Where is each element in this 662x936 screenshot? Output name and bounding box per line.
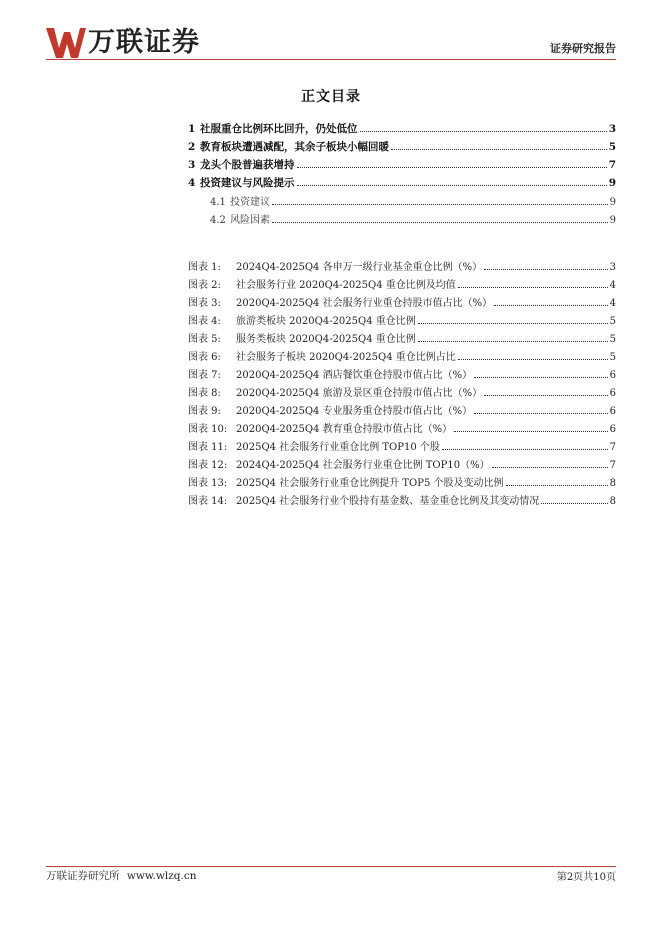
toc-leader-dots: [360, 130, 607, 132]
figure-label: 图表 1:: [188, 262, 221, 273]
toc-entry-number: 4.1: [210, 197, 226, 208]
figure-toc-entry[interactable]: [188, 402, 616, 420]
figure-label: 图表 13:: [188, 478, 228, 489]
figure-page: 8: [609, 496, 616, 507]
footer-page-info: 第2页共10页: [556, 872, 616, 883]
figure-toc-entry[interactable]: [188, 384, 616, 402]
figure-title: 社会服务行业 2020Q4-2025Q4 重仓比例及均值: [236, 280, 456, 291]
figure-title: 2020Q4-2025Q4 专业服务重仓持股市值占比（%）: [236, 406, 473, 417]
logo-text: 万联证券: [88, 27, 200, 58]
toc-leader-dots: [474, 412, 608, 414]
toc-title: 正文目录: [301, 89, 361, 105]
toc-entry[interactable]: [188, 121, 616, 139]
figure-toc-entry[interactable]: [188, 330, 616, 348]
toc-leader-dots: [272, 203, 608, 205]
figure-page: 5: [609, 334, 616, 345]
figure-toc-entry[interactable]: [188, 366, 616, 384]
figure-title: 2020Q4-2025Q4 酒店餐饮重仓持股市值占比（%）: [236, 370, 473, 381]
toc-entry-number: 3: [188, 159, 196, 171]
toc-leader-dots: [458, 286, 608, 288]
toc-entry-number: 2: [188, 141, 196, 153]
toc-entry[interactable]: [188, 157, 616, 175]
figure-page: 3: [609, 262, 616, 273]
toc-entry-page: 9: [609, 215, 616, 226]
figure-title: 2024Q4-2025Q4 社会服务行业重仓比例 TOP10（%）: [236, 460, 490, 471]
toc-entry-title: 投资建议: [230, 197, 270, 208]
toc-entry-title: 风险因素: [230, 215, 270, 226]
figure-title: 2025Q4 社会服务行业重仓比例 TOP10 个股: [236, 442, 440, 453]
figure-label: 图表 3:: [188, 298, 221, 309]
toc-leader-dots: [506, 484, 608, 486]
toc-entry-page: 9: [609, 197, 616, 208]
figure-page: 6: [609, 406, 616, 417]
toc-entry-page: 9: [608, 177, 616, 189]
figure-page: 8: [609, 478, 616, 489]
toc-leader-dots: [418, 322, 608, 324]
footer-divider: [46, 866, 616, 867]
toc-entry-number: 4: [188, 177, 196, 189]
footer-org: [46, 868, 196, 883]
figure-label: 图表 9:: [188, 406, 221, 417]
toc-leader-dots: [418, 340, 608, 342]
toc-leader-dots: [391, 148, 607, 150]
figure-toc-entry[interactable]: [188, 438, 616, 456]
toc-entry[interactable]: [188, 211, 616, 229]
figure-label: 图表 12:: [188, 460, 228, 471]
toc-leader-dots: [484, 268, 608, 270]
toc-entry-number: 1: [188, 123, 196, 135]
figure-title: 2025Q4 社会服务行业个股持有基金数、基金重仓比例及其变动情况: [236, 496, 540, 507]
toc-leader-dots: [484, 394, 608, 396]
figure-label: 图表 6:: [188, 352, 221, 363]
toc-leader-dots: [297, 184, 607, 186]
toc-entry-page: 3: [608, 123, 616, 135]
figure-title: 2025Q4 社会服务行业重仓比例提升 TOP5 个股及变动比例: [236, 478, 504, 489]
toc-leader-dots: [474, 376, 608, 378]
figure-toc-entry[interactable]: [188, 492, 616, 510]
figure-label: 图表 14:: [188, 496, 228, 507]
toc-leader-dots: [454, 430, 608, 432]
figure-toc-entry[interactable]: [188, 312, 616, 330]
toc-entry-title: 投资建议与风险提示: [200, 177, 295, 189]
figure-page: 4: [609, 298, 616, 309]
toc-leader-dots: [458, 358, 608, 360]
figure-title: 社会服务子板块 2020Q4-2025Q4 重仓比例占比: [236, 352, 456, 363]
section-toc: [188, 121, 616, 229]
page-header: [0, 0, 662, 70]
figure-toc-entry[interactable]: [188, 294, 616, 312]
figure-toc: [188, 258, 616, 510]
header-divider: [46, 59, 616, 60]
toc-leader-dots: [297, 166, 607, 168]
figure-title: 服务类板块 2020Q4-2025Q4 重仓比例: [236, 334, 416, 345]
toc-entry-number: 4.2: [210, 215, 226, 226]
figure-label: 图表 7:: [188, 370, 221, 381]
toc-leader-dots: [272, 221, 608, 223]
toc-entry[interactable]: [188, 175, 616, 193]
company-logo: [46, 26, 200, 60]
toc-entry[interactable]: [188, 193, 616, 211]
figure-toc-entry[interactable]: [188, 258, 616, 276]
figure-toc-entry[interactable]: [188, 348, 616, 366]
footer-url[interactable]: www.wlzq.cn: [126, 870, 197, 882]
figure-page: 7: [609, 460, 616, 471]
figure-page: 6: [609, 370, 616, 381]
figure-title: 旅游类板块 2020Q4-2025Q4 重仓比例: [236, 316, 416, 327]
toc-leader-dots: [492, 466, 608, 468]
figure-title: 2020Q4-2025Q4 教育重仓持股市值占比（%）: [236, 424, 453, 435]
figure-toc-entry[interactable]: [188, 456, 616, 474]
toc-entry-title: 社服重仓比例环比回升，仍处低位: [200, 123, 358, 135]
figure-title: 2020Q4-2025Q4 社会服务行业重仓持股市值占比（%）: [236, 298, 493, 309]
figure-label: 图表 5:: [188, 334, 221, 345]
toc-leader-dots: [442, 448, 608, 450]
figure-label: 图表 10:: [188, 424, 228, 435]
figure-page: 6: [609, 424, 616, 435]
figure-page: 6: [609, 388, 616, 399]
footer-org-name: 万联证券研究所: [46, 870, 120, 882]
toc-entry-page: 5: [608, 141, 616, 153]
figure-toc-entry[interactable]: [188, 276, 616, 294]
toc-entry-page: 7: [608, 159, 616, 171]
figure-page: 5: [609, 316, 616, 327]
wanlian-w-logo-icon: [46, 26, 86, 60]
figure-label: 图表 4:: [188, 316, 221, 327]
toc-leader-dots: [541, 502, 607, 504]
toc-entry-title: 教育板块遭遇减配，其余子板块小幅回暖: [200, 141, 389, 153]
figure-toc-entry[interactable]: [188, 474, 616, 492]
figure-title: 2020Q4-2025Q4 旅游及景区重仓持股市值占比（%）: [236, 388, 483, 399]
figure-toc-entry[interactable]: [188, 420, 616, 438]
toc-leader-dots: [494, 304, 608, 306]
toc-entry[interactable]: [188, 139, 616, 157]
figure-page: 4: [609, 280, 616, 291]
figure-label: 图表 8:: [188, 388, 221, 399]
figure-label: 图表 11:: [188, 442, 228, 453]
figure-page: 5: [609, 352, 616, 363]
figure-label: 图表 2:: [188, 280, 221, 291]
figure-page: 7: [609, 442, 616, 453]
toc-entry-title: 龙头个股普遍获增持: [200, 159, 295, 171]
figure-title: 2024Q4-2025Q4 各申万一级行业基金重仓比例（%）: [236, 262, 483, 273]
report-type-label: 证券研究报告: [550, 42, 616, 55]
